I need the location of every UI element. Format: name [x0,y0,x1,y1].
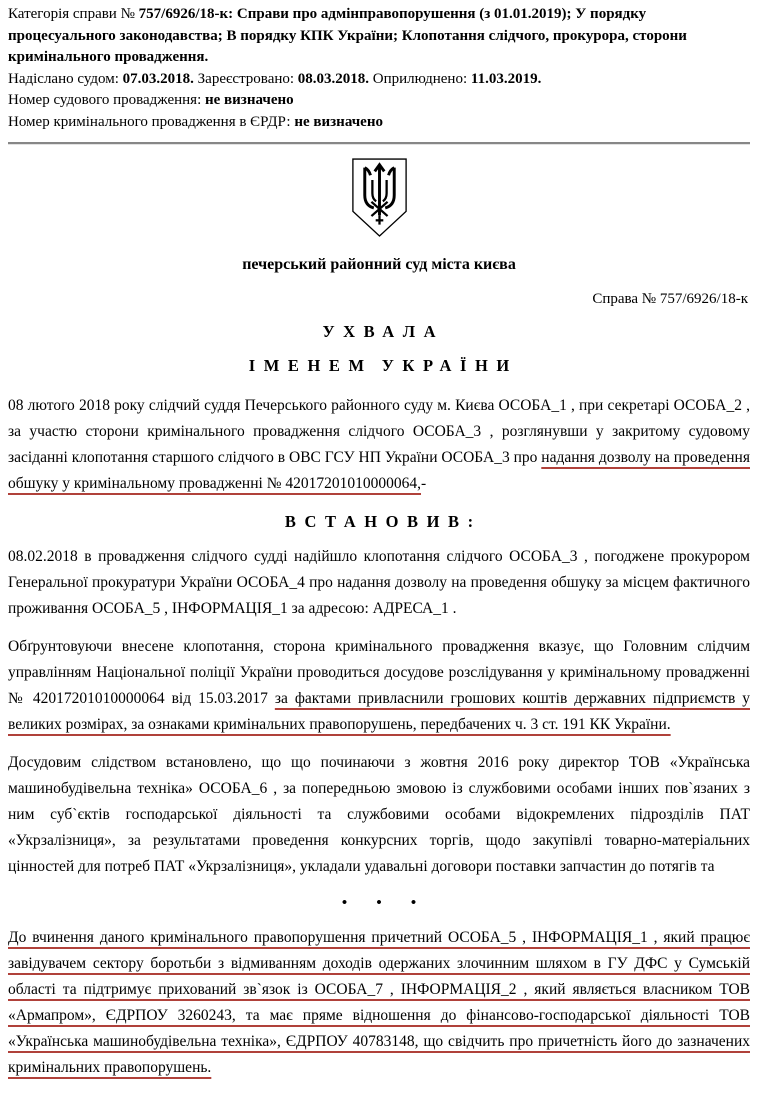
coat-of-arms [8,158,750,238]
document-meta [8,4,750,133]
intro-text: 08 лютого 2018 року слідчий суддя Печерського районного суду м. Києва ОСОБА_1 , при секретарі ОСОБА_2 , за участю сторони кримінального провадження слідчого ОСОБА_3 , розглянувши у закритому судовому засіданні клопотання старшого слідчого в ОВС ГСУ НП України ОСОБА_3 про [8,397,750,466]
sent-label: Надіслано судом: [8,70,119,87]
header-divider [8,142,750,145]
paragraph-involvement [8,925,750,1081]
resolution-heading: ВСТАНОВИВ: [284,512,482,531]
criminal-proceeding-line [8,112,750,134]
registered-date: 08.03.2018. [297,70,370,87]
case-category-line [8,4,750,69]
ruling-title: УХВАЛА [322,322,445,341]
grounds-underlined-phrase: за фактами привласнили грошових коштів державних підприємств у великих розмірах, за ознаками кримінальних правопорушень, передбачених ч. 3 ст. 191 КК України. [8,690,750,733]
dates-line [8,69,750,91]
published-date: 11.03.2019. [470,70,542,87]
case-category-number: 757/6926/18-к: [138,6,234,22]
case-number: Справа № 757/6926/18-к [592,291,748,307]
registered-label: Зареєстровано: [197,70,295,87]
criminal-proceeding-label: Номер кримінального провадження в ЄРДР: [8,113,291,130]
court-name: печерський районний суд міста києва [242,256,516,273]
section-separator: • • • [341,895,429,911]
paragraph-motion-received: 08.02.2018 в провадження слідчого судді надійшло клопотання слідчого ОСОБА_3 , погоджене прокурором Генеральної прокуратури України ОСОБА_4 про надання дозволу на проведення обшуку за місцем фактичного проживання ОСОБА_5 , ІНФОРМАЦІЯ_1 за адресою: АДРЕСА_1 . [8,548,750,617]
intro-underlined-phrase: надання дозволу на проведення обшуку у кримінальному провадженні № 42017201010000064, [8,449,750,492]
grounds-text: Обґрунтовуючи внесене клопотання, сторона кримінального провадження вказує, що Головним слідчим управлінням Національної поліції України проводиться досудове розслідування у кримінальному провадженні № 42017201010000064 від 15.03.2017 [8,638,750,707]
paragraph-investigation: Досудовим слідством встановлено, що що починаючи з жовтня 2016 року директор ТОВ «Українська машинобудівельна техніка» ОСОБА_6 , за попередньою змовою із службовими особами інших пов`язаних з ним суб`єктів господарської діяльності та службовими особами відокремлених підрозділів ПАТ «Укрзалізниця», за результатами проведення конкурсних торгів, щодо закупівлі товарно-матеріальних цінностей для потреб ПАТ «Укрзалізниця», укладали удавальні договори поставки запчастин до потягів та [8,754,750,875]
involvement-underlined-text: До вчинення даного кримінального правопорушення причетний ОСОБА_5 , ІНФОРМАЦІЯ_1 , який працює завідувачем сектору боротьби з відмиванням доходів одержаних злочинним шляхом в ГУ ДФС у Сумській області та підтримує прихований зв`язок із ОСОБА_7 , ІНФОРМАЦІЯ_2 , який являється власником ТОВ «Армапром», ЄДРПОУ 3260243, та має пряме відношення до фінансово-господарської діяльності ТОВ «Українська машинобудівельна техніка», ЄДРПОУ 40783148, що свідчить про причетність його до зазначених кримінальних правопорушень. [8,929,750,1076]
court-proceeding-value: не визначено [205,92,294,108]
intro-paragraph [8,393,750,497]
court-proceeding-label: Номер судового провадження: [8,92,202,108]
intro-text-tail: - [421,475,427,492]
ukraine-trident-icon [351,158,408,238]
case-category-value: Справи про адмінправопорушення (з 01.01.2019); У порядку процесуального законодавства; В порядку КПК України; Клопотання слідчого, прокурора, сторони кримінального провадження. [8,6,687,65]
criminal-proceeding-value: не визначено [294,113,383,130]
published-label: Оприлюднено: [372,70,468,87]
case-category-label: Категорія справи № [8,6,135,22]
sent-date: 07.03.2018. [122,70,194,87]
paragraph-grounds [8,634,750,738]
ruling-subtitle: ІМЕНЕМ УКРАЇНИ [248,356,518,375]
court-proceeding-line [8,90,750,112]
